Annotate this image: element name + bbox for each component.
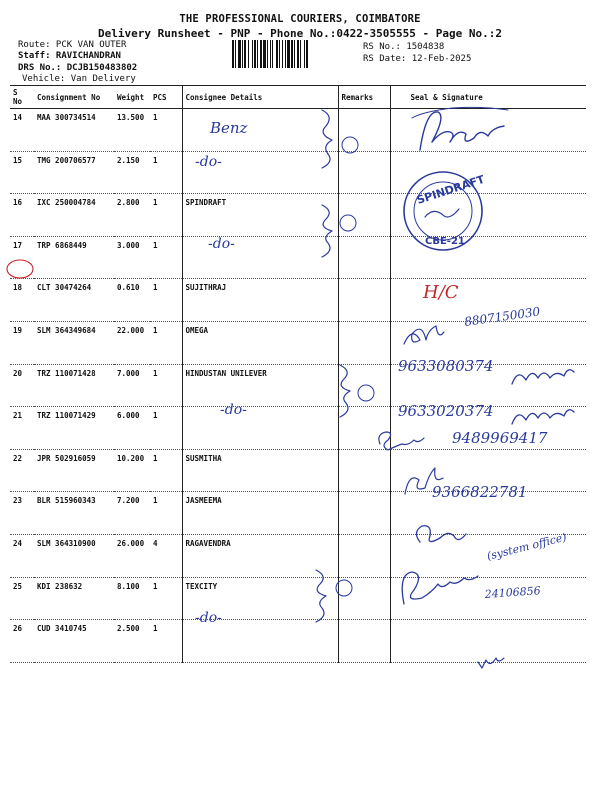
row-pcs: 1 xyxy=(150,620,182,663)
row-weight: 2.800 xyxy=(114,194,150,237)
drs-number: DRS No.: DCJB150483802 xyxy=(18,63,138,73)
row-sno: 18 xyxy=(10,279,34,322)
row-consignee xyxy=(182,620,338,663)
row-consignee: SPINDRAFT xyxy=(182,194,338,237)
row-weight: 22.000 xyxy=(114,321,150,364)
row-consignment: CUD 3410745 xyxy=(34,620,114,663)
row-weight: 3.000 xyxy=(114,236,150,279)
row-sno: 19 xyxy=(10,321,34,364)
row-consignee: HINDUSTAN UNILEVER xyxy=(182,364,338,407)
row-sno: 14 xyxy=(10,109,34,152)
row-consignment: TRZ 110071428 xyxy=(34,364,114,407)
row-consignment: TMG 200706577 xyxy=(34,151,114,194)
row-seal xyxy=(390,534,586,577)
row-seal xyxy=(390,194,586,237)
table-row xyxy=(10,577,586,620)
table-header-row xyxy=(10,86,586,109)
row-remarks xyxy=(338,194,390,237)
row-pcs: 1 xyxy=(150,194,182,237)
col-remarks: Remarks xyxy=(338,86,390,109)
row-sno: 25 xyxy=(10,577,34,620)
row-remarks xyxy=(338,449,390,492)
row-remarks xyxy=(338,492,390,535)
row-seal xyxy=(390,620,586,663)
row-seal xyxy=(390,577,586,620)
row-seal xyxy=(390,449,586,492)
row-remarks xyxy=(338,620,390,663)
row-consignment: TRP 6868449 xyxy=(34,236,114,279)
row-pcs: 1 xyxy=(150,109,182,152)
row-pcs: 4 xyxy=(150,534,182,577)
row-sno: 17 xyxy=(10,236,34,279)
barcode-image xyxy=(232,40,356,68)
row-remarks xyxy=(338,321,390,364)
row-consignee: RAGAVENDRA xyxy=(182,534,338,577)
row-consignee xyxy=(182,236,338,279)
row-pcs: 1 xyxy=(150,449,182,492)
delivery-table xyxy=(10,85,586,663)
handwritten-phone: 8807150030 xyxy=(463,304,542,329)
row-pcs: 1 xyxy=(150,151,182,194)
row-sno: 26 xyxy=(10,620,34,663)
row-weight: 26.000 xyxy=(114,534,150,577)
row-remarks xyxy=(338,534,390,577)
row-consignment: SLM 364310900 xyxy=(34,534,114,577)
handwritten-ditto: -do- xyxy=(195,610,222,626)
row-consignee: SUJITHRAJ xyxy=(182,279,338,322)
table-row xyxy=(10,492,586,535)
row-sno: 23 xyxy=(10,492,34,535)
handwritten-ditto: -do- xyxy=(195,154,222,170)
row-pcs: 1 xyxy=(150,577,182,620)
row-consignment: BLR 515960343 xyxy=(34,492,114,535)
staff-label: Staff: RAVICHANDRAN xyxy=(18,51,121,61)
row-seal xyxy=(390,364,586,407)
row-sno: 16 xyxy=(10,194,34,237)
row-seal xyxy=(390,279,586,322)
row-sno: 22 xyxy=(10,449,34,492)
row-seal xyxy=(390,109,586,152)
col-consignment: Consignment No xyxy=(34,86,114,109)
table-row xyxy=(10,407,586,450)
row-pcs: 1 xyxy=(150,279,182,322)
row-consignee: SUSMITHA xyxy=(182,449,338,492)
table-row xyxy=(10,194,586,237)
runsheet-subtitle: Delivery Runsheet - PNP - Phone No.:0422-3505555 - Page No.:2 xyxy=(98,27,502,40)
company-title: THE PROFESSIONAL COURIERS, COIMBATORE xyxy=(179,13,421,25)
row-weight: 10.200 xyxy=(114,449,150,492)
row-sno: 20 xyxy=(10,364,34,407)
row-weight: 7.200 xyxy=(114,492,150,535)
row-consignment: SLM 364349684 xyxy=(34,321,114,364)
row-consignee xyxy=(182,407,338,450)
handwritten-hc-note: H/C xyxy=(423,282,459,303)
col-weight: Weight xyxy=(114,86,150,109)
row-consignee: JASMEEMA xyxy=(182,492,338,535)
row-consignment: MAA 300734514 xyxy=(34,109,114,152)
row-consignment: KDI 238632 xyxy=(34,577,114,620)
table-row xyxy=(10,449,586,492)
rs-date: RS Date: 12-Feb-2025 xyxy=(363,54,472,64)
vehicle-label: Vehicle: Van Delivery xyxy=(22,74,136,84)
row-pcs: 1 xyxy=(150,236,182,279)
table-row xyxy=(10,151,586,194)
table-row xyxy=(10,279,586,322)
table-row xyxy=(10,620,586,663)
row-weight: 7.000 xyxy=(114,364,150,407)
row-sno: 24 xyxy=(10,534,34,577)
handwritten-ditto: -do- xyxy=(208,236,235,252)
handwritten-note: (system office) xyxy=(485,530,568,563)
handwritten-phone: 9633080374 xyxy=(398,357,494,375)
table-row xyxy=(10,321,586,364)
handwritten-phone: 9633020374 xyxy=(398,402,494,420)
row-seal xyxy=(390,151,586,194)
row-consignment: TRZ 110071429 xyxy=(34,407,114,450)
route-label: Route: PCK VAN OUTER xyxy=(18,40,127,50)
row-weight: 2.500 xyxy=(114,620,150,663)
row-remarks xyxy=(338,407,390,450)
row-sno: 21 xyxy=(10,407,34,450)
row-remarks xyxy=(338,151,390,194)
row-consignment: CLT 30474264 xyxy=(34,279,114,322)
row-sno: 15 xyxy=(10,151,34,194)
row-weight: 0.610 xyxy=(114,279,150,322)
row-weight: 2.150 xyxy=(114,151,150,194)
handwritten-phone: 9366822781 xyxy=(432,483,528,501)
row-pcs: 1 xyxy=(150,364,182,407)
row-remarks xyxy=(338,364,390,407)
row-seal xyxy=(390,321,586,364)
row-consignment: IXC 250004784 xyxy=(34,194,114,237)
row-pcs: 1 xyxy=(150,407,182,450)
col-pcs: PCS xyxy=(150,86,182,109)
row-consignee: TEXCITY xyxy=(182,577,338,620)
row-seal xyxy=(390,407,586,450)
handwritten-phone: 9489969417 xyxy=(452,429,548,447)
row-consignee xyxy=(182,109,338,152)
row-seal xyxy=(390,492,586,535)
table-row xyxy=(10,364,586,407)
row-pcs: 1 xyxy=(150,492,182,535)
handwritten-benz: Benz xyxy=(210,119,248,137)
table-row xyxy=(10,534,586,577)
col-consignee: Consignee Details xyxy=(182,86,338,109)
row-weight: 13.500 xyxy=(114,109,150,152)
col-seal: Seal & Signature xyxy=(390,86,586,109)
table-row xyxy=(10,109,586,152)
row-consignment: JPR 502916059 xyxy=(34,449,114,492)
col-sno: S No xyxy=(10,86,34,109)
row-seal xyxy=(390,236,586,279)
row-consignee: OMEGA xyxy=(182,321,338,364)
stamp-top-text: SPINDRAFT xyxy=(415,172,487,207)
rs-number: RS No.: 1504838 xyxy=(363,42,445,52)
row-remarks xyxy=(338,236,390,279)
row-pcs: 1 xyxy=(150,321,182,364)
row-remarks xyxy=(338,109,390,152)
row-weight: 6.000 xyxy=(114,407,150,450)
handwritten-phone: 24106856 xyxy=(484,584,542,601)
row-weight: 8.100 xyxy=(114,577,150,620)
row-remarks xyxy=(338,279,390,322)
handwritten-ditto: -do- xyxy=(220,402,247,418)
row-consignee xyxy=(182,151,338,194)
row-remarks xyxy=(338,577,390,620)
table-row xyxy=(10,236,586,279)
stamp-bottom-text: CBE-21 xyxy=(425,236,465,247)
